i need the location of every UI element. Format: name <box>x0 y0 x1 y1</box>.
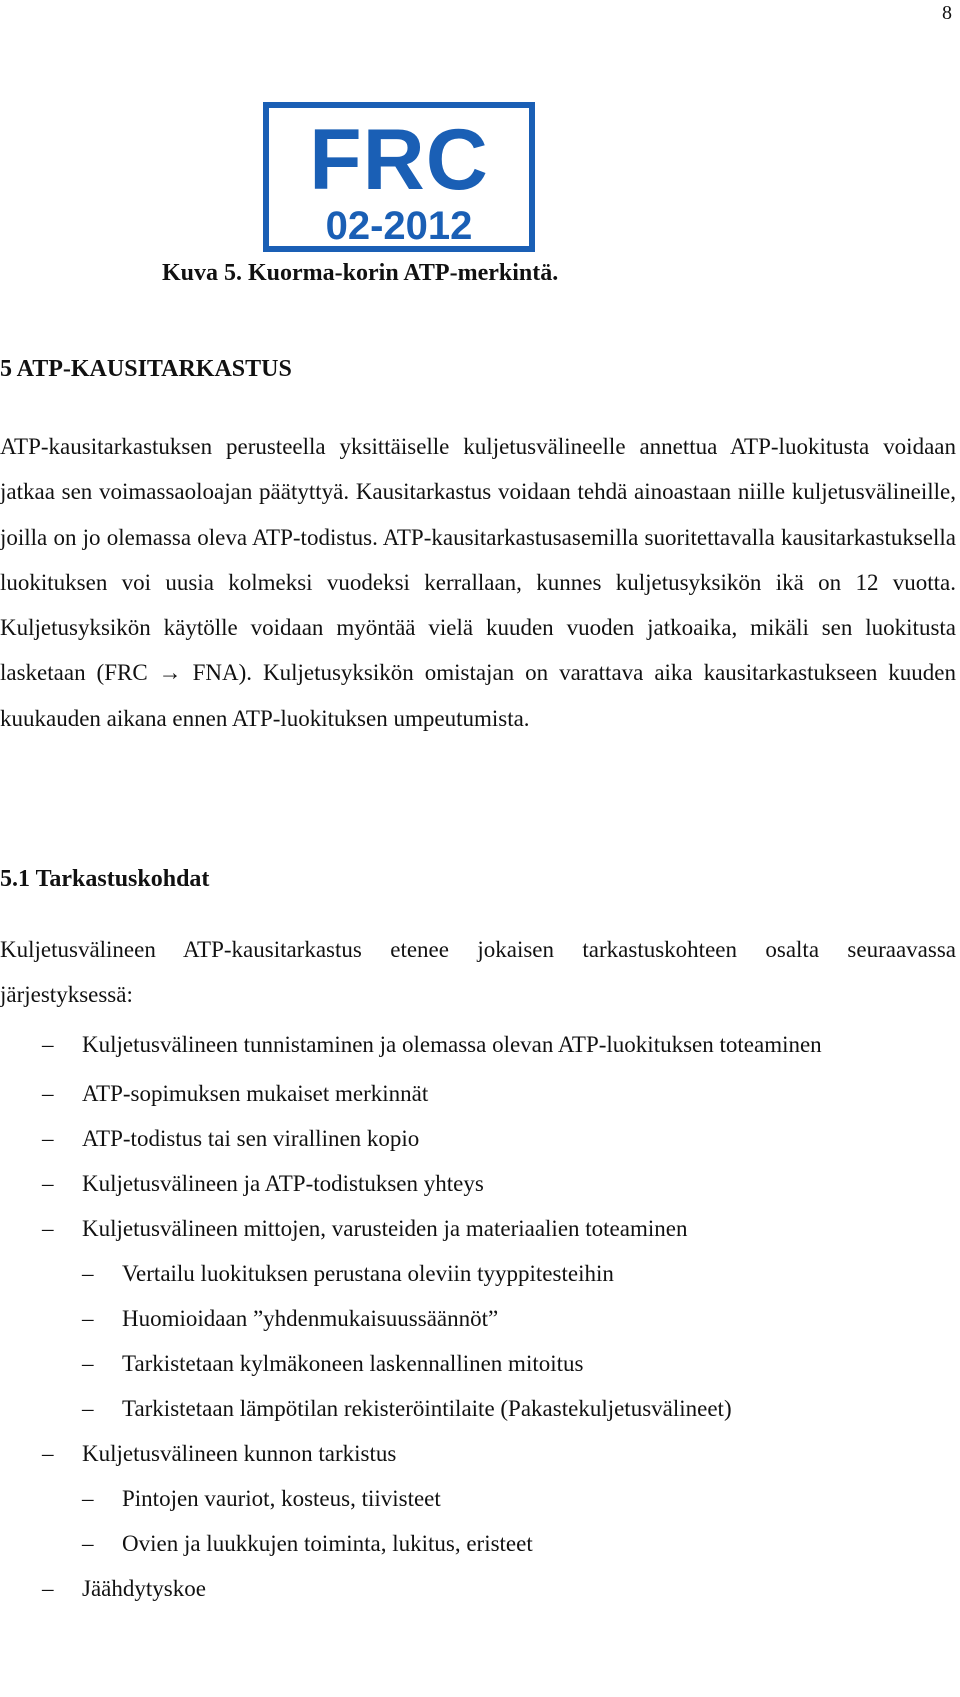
list-item-text: Kuljetusvälineen ja ATP-todistuksen yhteys <box>82 1171 484 1196</box>
section-paragraph: ATP-kausitarkastuksen perusteella yksittäiselle kuljetusvälineelle annettua ATP-luokitusta voidaan jatkaa sen voimassaoloajan päätyttyä. Kausitarkastus voidaan tehdä ainoastaan niille kuljetusvälineille, joilla on jo olemassa oleva ATP-todistus. ATP-kausitarkastusasemilla suoritettavalla kausitarkastuksella luokituksen voi uusia kolmeksi vuodeksi kerrallaan, kunnes kuljetusyksikön ikä on 12 vuotta. Kuljetusyksikön käytölle voidaan myöntää vielä kuuden vuoden jatkoaika, mikäli sen luokitusta lasketaan (FRC → FNA). Kuljetusyksikön omistajan on varattava aika kausitarkastukseen kuuden kuukauden aikana ennen ATP-luokituksen umpeutumista. <box>0 434 956 731</box>
dash-bullet: – <box>42 1441 54 1466</box>
list-item-text: Kuljetusvälineen mittojen, varusteiden ja materiaalien toteaminen <box>82 1216 688 1241</box>
list-item-text: Kuljetusvälineen kunnon tarkistus <box>82 1441 397 1466</box>
list-item <box>0 1161 956 1206</box>
inspection-list <box>0 1022 956 1611</box>
dash-bullet: – <box>42 1126 54 1151</box>
list-item <box>0 1071 956 1116</box>
badge-date: 02-2012 <box>325 204 473 248</box>
list-item-text: ATP-todistus tai sen virallinen kopio <box>82 1126 420 1151</box>
dash-bullet: – <box>42 1032 54 1057</box>
list-item <box>0 1206 956 1251</box>
list-item <box>0 1476 956 1521</box>
list-item <box>0 1431 956 1476</box>
list-item-text: Huomioidaan ”yhdenmukaisuussäännöt” <box>122 1306 499 1331</box>
list-item <box>0 1022 956 1067</box>
dash-bullet: – <box>82 1396 94 1421</box>
subsection-intro: Kuljetusvälineen ATP-kausitarkastus etenee jokaisen tarkastuskohteen osalta seuraavassa järjestyksessä: <box>0 937 956 1008</box>
dash-bullet: – <box>82 1486 94 1511</box>
list-item-text: Vertailu luokituksen perustana oleviin tyyppitesteihin <box>122 1261 614 1286</box>
dash-bullet: – <box>42 1081 54 1106</box>
subsection-heading: 5.1 Tarkastuskohdat <box>0 866 210 892</box>
list-item-text: Tarkistetaan kylmäkoneen laskennallinen mitoitus <box>122 1351 584 1376</box>
dash-bullet: – <box>42 1576 54 1601</box>
figure-caption: Kuva 5. Kuorma-korin ATP-merkintä. <box>162 260 559 286</box>
list-item <box>0 1116 956 1161</box>
list-item <box>0 1521 956 1566</box>
list-item-text: Pintojen vauriot, kosteus, tiivisteet <box>122 1486 441 1511</box>
list-item <box>0 1251 956 1296</box>
section-heading: 5 ATP-KAUSITARKASTUS <box>0 356 292 382</box>
list-item <box>0 1341 956 1386</box>
list-item <box>0 1566 956 1611</box>
frc-badge-logo <box>263 102 535 252</box>
list-item-text: ATP-sopimuksen mukaiset merkinnät <box>82 1081 429 1106</box>
list-item-text: Jäähdytyskoe <box>82 1576 206 1601</box>
dash-bullet: – <box>42 1171 54 1196</box>
list-item-text: Ovien ja luukkujen toiminta, lukitus, eristeet <box>122 1531 533 1556</box>
dash-bullet: – <box>42 1216 54 1241</box>
dash-bullet: – <box>82 1531 94 1556</box>
dash-bullet: – <box>82 1261 94 1286</box>
dash-bullet: – <box>82 1306 94 1331</box>
list-item-text: Kuljetusvälineen tunnistaminen ja olemassa olevan ATP-luokituksen toteaminen <box>82 1032 822 1057</box>
list-item-text: Tarkistetaan lämpötilan rekisteröintilaite (Pakastekuljetusvälineet) <box>122 1396 732 1421</box>
list-item <box>0 1296 956 1341</box>
badge-code: FRC <box>309 112 489 208</box>
page-number: 8 <box>942 2 952 24</box>
list-item <box>0 1386 956 1431</box>
dash-bullet: – <box>82 1351 94 1376</box>
